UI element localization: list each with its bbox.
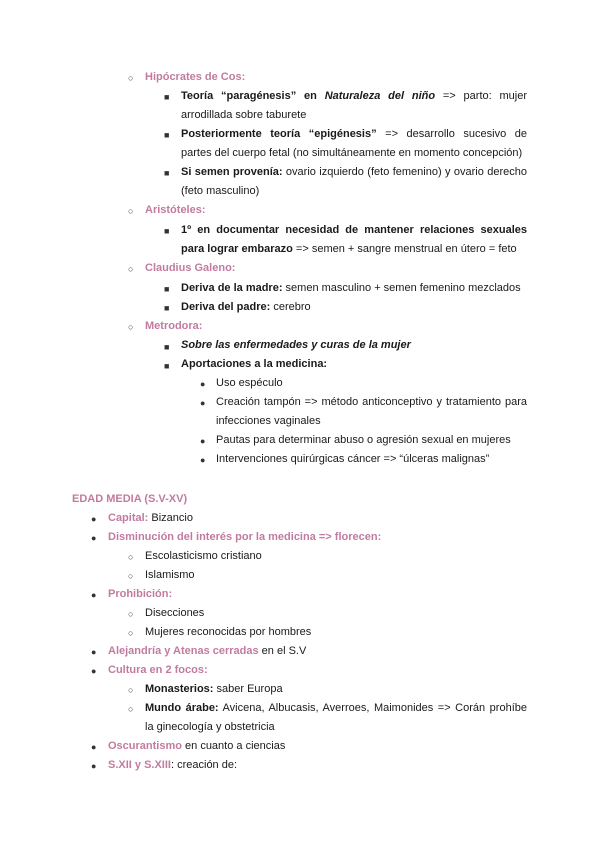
cultura-item-1: Monasterios: saber Europa xyxy=(145,683,283,695)
metrodora-title: Metrodora: xyxy=(145,320,203,332)
metrodora-sub-3: Pautas para determinar abuso o agresión sexual en mujeres xyxy=(216,434,511,446)
hipocrates-item-3-line-1: Si semen provenía: ovario izquierdo (feto femenino) y ovario derecho xyxy=(181,166,527,178)
cultura-line: Cultura en 2 focos: xyxy=(108,664,208,676)
oscurantismo-line: Oscurantismo en cuanto a ciencias xyxy=(108,740,286,752)
disminucion-item-1: Escolasticismo cristiano xyxy=(145,550,262,562)
alejandria-line: Alejandría y Atenas cerradas en el S.V xyxy=(108,645,307,657)
filled-circle-bullet-icon: ● xyxy=(91,533,97,543)
prohibicion-line: Prohibición: xyxy=(108,588,173,600)
filled-circle-bullet-icon: ● xyxy=(200,455,206,465)
cultura-item-2-line-2: la ginecología y obstetricia xyxy=(145,721,275,733)
square-bullet-icon: ■ xyxy=(164,342,170,352)
prohibicion-item-1: Disecciones xyxy=(145,607,205,619)
hollow-circle-bullet-icon: ○ xyxy=(128,73,134,83)
filled-circle-bullet-icon: ● xyxy=(91,666,97,676)
metrodora-sub-1: Uso espéculo xyxy=(216,377,283,389)
prohibicion-item-2: Mujeres reconocidas por hombres xyxy=(145,626,312,638)
hollow-circle-bullet-icon: ○ xyxy=(128,704,134,714)
metrodora-sub-2-line-2: infecciones vaginales xyxy=(216,415,321,427)
filled-circle-bullet-icon: ● xyxy=(91,590,97,600)
disminucion-line: Disminución del interés por la medicina => florecen: xyxy=(108,531,382,543)
filled-circle-bullet-icon: ● xyxy=(200,436,206,446)
square-bullet-icon: ■ xyxy=(164,361,170,371)
disminucion-item-2: Islamismo xyxy=(145,569,195,581)
cultura-item-2-line-1: Mundo árabe: Avicena, Albucasis, Averroes, Maimonides => Corán prohíbe xyxy=(145,702,527,714)
filled-circle-bullet-icon: ● xyxy=(91,761,97,771)
hipocrates-item-2-line-1: Posteriormente teoría “epigénesis” => desarrollo sucesivo de xyxy=(181,128,527,140)
hollow-circle-bullet-icon: ○ xyxy=(128,206,134,216)
galeno-item-1: Deriva de la madre: semen masculino + semen femenino mezclados xyxy=(181,282,521,294)
filled-circle-bullet-icon: ● xyxy=(91,514,97,524)
metrodora-item-2: Aportaciones a la medicina: xyxy=(181,358,328,370)
hipocrates-item-3-line-2: (feto masculino) xyxy=(181,185,260,197)
metrodora-item-1: Sobre las enfermedades y curas de la mujer xyxy=(181,339,411,351)
filled-circle-bullet-icon: ● xyxy=(91,647,97,657)
capital-line: Capital: Bizancio xyxy=(108,512,193,524)
hipocrates-title: Hipócrates de Cos: xyxy=(145,71,246,83)
filled-circle-bullet-icon: ● xyxy=(91,742,97,752)
metrodora-sub-4: Intervenciones quirúrgicas cáncer => “úlceras malignas” xyxy=(216,453,490,465)
aristoteles-item-1-line-1: 1º en documentar necesidad de mantener relaciones sexuales xyxy=(181,224,527,236)
filled-circle-bullet-icon: ● xyxy=(200,398,206,408)
hipocrates-item-2-line-2: partes del cuerpo fetal (no simultáneamente en momento concepción) xyxy=(181,147,523,159)
metrodora-sub-2-line-1: Creación tampón => método anticonceptivo y tratamiento para xyxy=(216,396,527,408)
hollow-circle-bullet-icon: ○ xyxy=(128,264,134,274)
hollow-circle-bullet-icon: ○ xyxy=(128,571,134,581)
square-bullet-icon: ■ xyxy=(164,303,170,313)
square-bullet-icon: ■ xyxy=(164,168,170,178)
filled-circle-bullet-icon: ● xyxy=(200,379,206,389)
aristoteles-title: Aristóteles: xyxy=(145,204,206,216)
hipocrates-item-1-line-2: arrodillada sobre taburete xyxy=(181,109,307,121)
hollow-circle-bullet-icon: ○ xyxy=(128,609,134,619)
square-bullet-icon: ■ xyxy=(164,226,170,236)
sxii-line: S.XII y S.XIII: creación de: xyxy=(108,759,238,771)
galeno-title: Claudius Galeno: xyxy=(145,262,236,274)
hollow-circle-bullet-icon: ○ xyxy=(128,552,134,562)
hollow-circle-bullet-icon: ○ xyxy=(128,628,134,638)
aristoteles-item-1-line-2: para lograr embarazo => semen + sangre menstrual en útero = feto xyxy=(181,243,517,255)
hipocrates-item-1-line-1: Teoría “paragénesis” en Naturaleza del niño => parto: mujer xyxy=(181,90,527,102)
galeno-item-2: Deriva del padre: cerebro xyxy=(181,301,311,313)
hollow-circle-bullet-icon: ○ xyxy=(128,322,134,332)
hollow-circle-bullet-icon: ○ xyxy=(128,685,134,695)
square-bullet-icon: ■ xyxy=(164,284,170,294)
square-bullet-icon: ■ xyxy=(164,130,170,140)
square-bullet-icon: ■ xyxy=(164,92,170,102)
edad-media-heading: EDAD MEDIA (S.V-XV) xyxy=(72,493,188,505)
